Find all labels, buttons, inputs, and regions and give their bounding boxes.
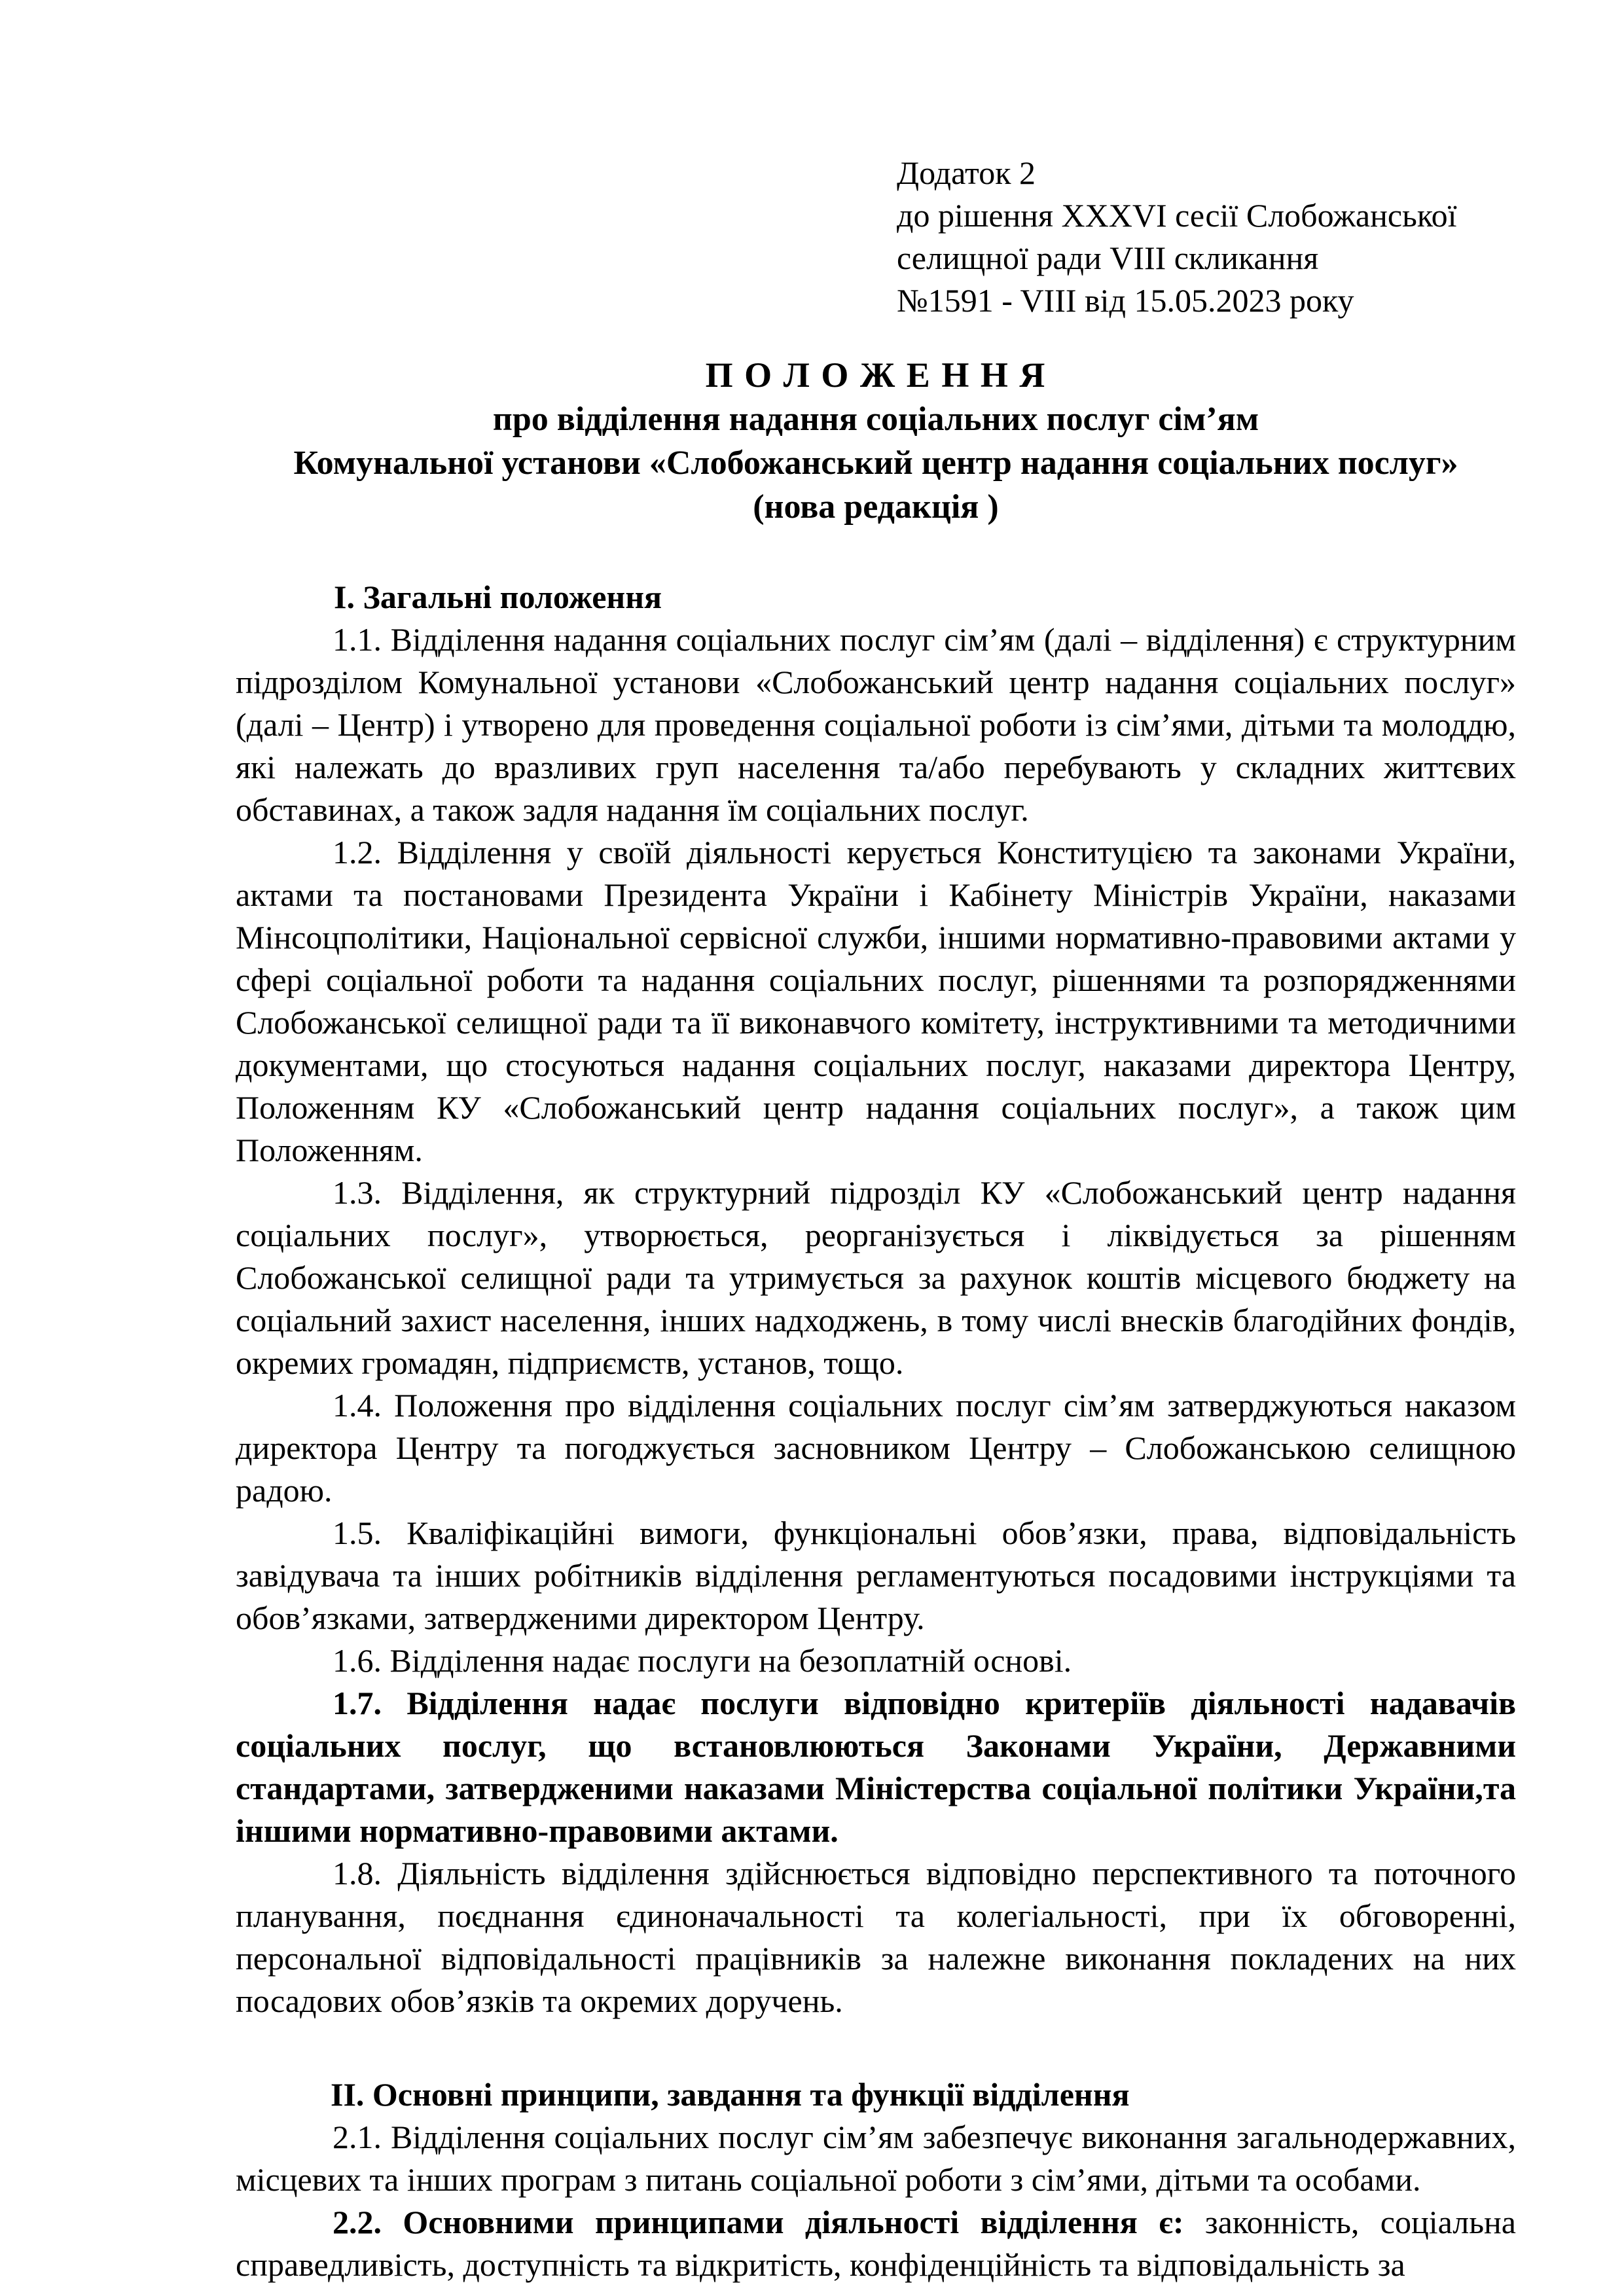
paragraph-1-7: 1.7. Відділення надає послуги відповідно критеріїв діяльності надавачів соціальних послуг, що встановлюються Законами України, Державними стандартами, затвердженими наказами Міністерства соціальної політики України,та іншими нормативно-правовими актами. xyxy=(236,1685,1516,1849)
paragraph-2-1: 2.1. Відділення соціальних послуг сім’ям забезпечує виконання загальнодержавних, місцевих та інших програм з питань соціальної роботи з сім’ями, дітьми та особами. xyxy=(236,2119,1516,2198)
paragraph-2-2-lead: 2.2. Основними принципами діяльності відділення є: xyxy=(333,2204,1184,2240)
paragraph-1-1: 1.1. Відділення надання соціальних послуг сім’ям (далі – відділення) є структурним підрозділом Комунальної установи «Слобожанський центр надання соціальних послуг» (далі – Центр) і утворено для проведення соціальної роботи із сім’ями, дітьми та молоддю, які належать до вразливих груп населення та/або перебувають у складних життєвих обставинах, а також задля надання їм соціальних послуг. xyxy=(236,621,1516,828)
annex-line-4: №1591 - VIII від 15.05.2023 року xyxy=(897,282,1354,319)
title-edition-note: (нова редакція ) xyxy=(753,488,999,526)
paragraph-1-2: 1.2. Відділення у своїй діяльності керується Конституцією та законами України, актами та постановами Президента України і Кабінету Міністрів України, наказами Мінсоцполітики, Національної сервісної служби, іншими нормативно-правовими актами у сфері соціальної роботи та надання соціальних послуг, рішеннями та розпорядженнями Слобожанської селищної ради та її виконавчого комітету, інструктивними та методичними документами, що стосуються надання соціальних послуг, наказами директора Центру, Положенням КУ «Слобожанський центр надання соціальних послуг», а також цим Положенням. xyxy=(236,834,1516,1168)
document-title: П О Л О Ж Е Н Н Я xyxy=(705,355,1047,395)
section-2-heading: II. Основні принципи, завдання та функції відділення xyxy=(331,2076,1130,2113)
section-1-heading: I. Загальні положення xyxy=(334,579,662,615)
title-block xyxy=(236,353,1516,529)
paragraph-1-3: 1.3. Відділення, як структурний підрозділ КУ «Слобожанський центр надання соціальних послуг», утворюється, реорганізується і ліквідується за рішенням Слобожанської селищної ради та утримується за рахунок коштів місцевого бюджету на соціальний захист населення, інших надходжень, в тому числі внесків благодійних фондів, окремих громадян, підприємств, установ, тощо. xyxy=(236,1174,1516,1381)
paragraph-1-5: 1.5. Кваліфікаційні вимоги, функціональні обов’язки, права, відповідальність завідувача та інших робітників відділення регламентуються посадовими інструкціями та обов’язками, затвердженими директором Центру. xyxy=(236,1515,1516,1636)
paragraph-1-4: 1.4. Положення про відділення соціальних послуг сім’ям затверджуються наказом директора Центру та погоджується засновником Центру – Слобожанською селищною радою. xyxy=(236,1387,1516,1509)
annex-line-2: до рішення XXXVI сесії Слобожанської xyxy=(897,197,1457,234)
paragraph-2-2 xyxy=(236,2201,1516,2286)
title-subtitle-1: про відділення надання соціальних послуг сім’ям xyxy=(492,401,1259,438)
paragraph-1-6: 1.6. Відділення надає послуги на безоплатній основі. xyxy=(333,1642,1072,1679)
paragraph-1-8: 1.8. Діяльність відділення здійснюється відповідно перспективного та поточного планування, поєднання єдиноначальності та колегіальності, при їх обговоренні, персональної відповідальності працівників за належне виконання покладених на них посадових обов’язків та окремих доручень. xyxy=(236,1855,1516,2019)
paragraph-2-2-rest: законність, соціальна справедливість, доступність та відкритість, конфіденційність та відповідальність за xyxy=(236,2204,1516,2283)
title-subtitle-2: Комунальної установи «Слобожанський центр надання соціальних послуг» xyxy=(293,444,1458,482)
annex-line-1: Додаток 2 xyxy=(897,154,1036,191)
annex-line-3: селищної ради VIII скликання xyxy=(897,240,1319,276)
annex-block xyxy=(897,152,1516,322)
